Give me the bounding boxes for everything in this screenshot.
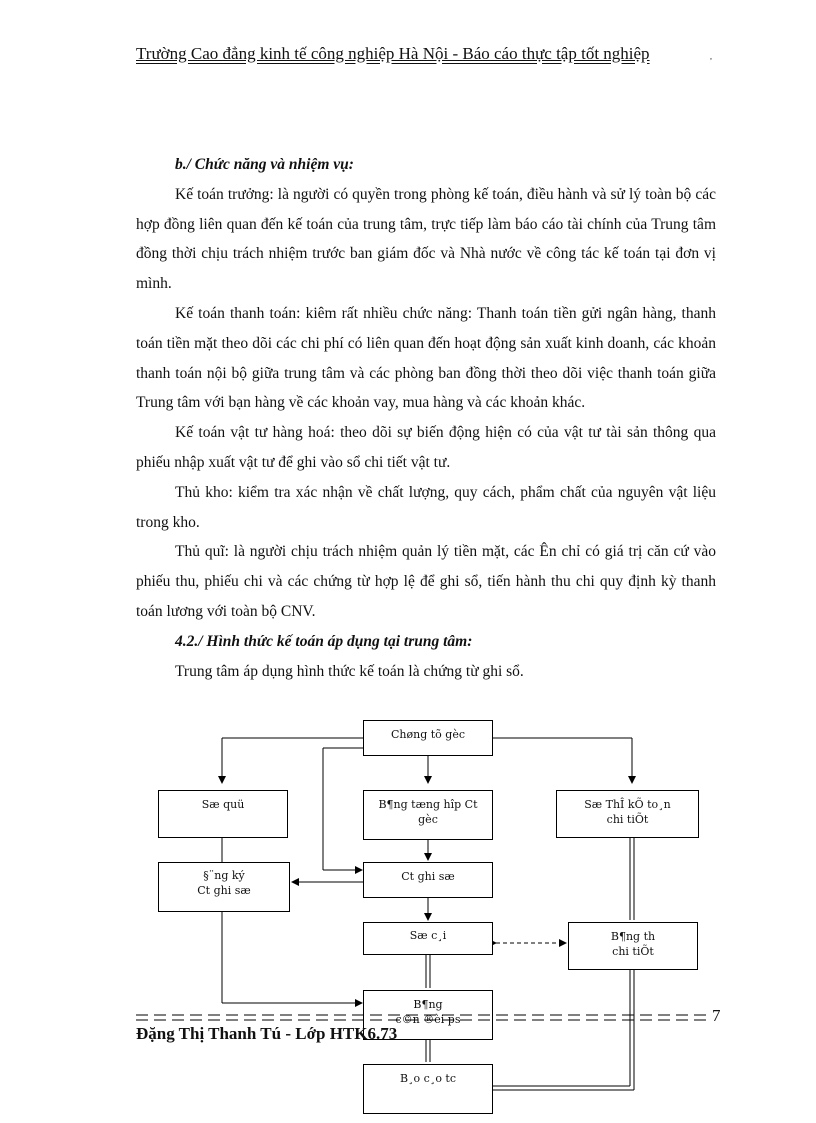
section-42-heading: 4.2./ Hình thức kế toán áp dụng tại trung tâm: — [175, 632, 473, 650]
box-bang-tong-hop-line1: B¶ng tæng hîp Ct — [378, 798, 478, 811]
box-so-the-ke-toan — [556, 790, 699, 838]
box-dang-ky-line1: §¨ng ký — [203, 869, 245, 882]
box-so-the-line1: Sæ ThÎ kÕ to¸n — [584, 798, 671, 811]
paragraph-thu-kho: Thủ kho: kiểm tra xác nhận về chất lượng, quy cách, phẩm chất của nguyên vật liệu trong kho. — [136, 483, 716, 531]
box-so-cai-label: Sæ c¸i — [409, 929, 447, 942]
section-b-heading: b./ Chức năng và nhiệm vụ: — [175, 156, 354, 173]
paragraph-ke-toan-thanh-toan: Kế toán thanh toán: kiêm rất nhiều chức năng: Thanh toán tiền gửi ngân hàng, thanh toán tiền mặt theo dõi các chi phí có liên quan đến hoạt động sản xuất kinh doanh, các khoản thanh toán nội bộ giữa trung tâm và các phòng ban đồng thời theo dõi việc thanh toán giữa Trung tâm với bạn hàng về các khoản vay, mua hàng và các khoản khác. — [136, 304, 716, 412]
box-dang-ky — [158, 862, 290, 912]
box-bang-th-line2: chi tiÕt — [612, 945, 654, 958]
box-so-cai — [363, 922, 493, 955]
box-bang-cdps-line2: c©n ®èi ps — [395, 1013, 461, 1026]
paragraph-thu-quy: Thủ quĩ: là người chịu trách nhiệm quản lý tiền mặt, các Ên chỉ có giá trị căn cứ vào phiếu thu, phiếu chi và các chứng từ hợp lệ để ghi sổ, tiến hành thu chi quy định kỳ thanh toán lương với toàn bộ CNV. — [136, 543, 716, 620]
box-bang-cdps-line1: B¶ng — [413, 998, 443, 1011]
page-number: 7 — [712, 1006, 721, 1025]
box-so-quy — [158, 790, 288, 838]
box-ct-ghi-so-label: Ct ghi sæ — [401, 870, 455, 883]
box-chung-tu-goc — [363, 720, 493, 756]
box-ct-ghi-so — [363, 862, 493, 898]
paragraph-ke-toan-truong: Kế toán trưởng: là người có quyền trong phòng kế toán, điều hành và sử lý toàn bộ các hợp đồng liên quan đến kế toán của trung tâm, trực tiếp làm báo cáo tài chính của Trung tâm đồng thời chịu trách nhiệm trước ban giám đốc và Nhà nước về công tác kế toán tại đơn vị mình. — [136, 185, 716, 293]
page-header-title: Trường Cao đẳng kinh tế công nghiệp Hà Nội - Báo cáo thực tập tốt nghiệp — [136, 44, 650, 63]
paragraph-ke-toan-vat-tu: Kế toán vật tư hàng hoá: theo dõi sự biến động hiện có của vật tư tài sản thông qua phiếu nhập xuất vật tư để ghi vào sổ chi tiết vật tư. — [136, 424, 716, 471]
section-42-text: Trung tâm áp dụng hình thức kế toán là chứng từ ghi sổ. — [175, 662, 524, 680]
box-dang-ky-line2: Ct ghi sæ — [197, 884, 251, 897]
box-bang-tong-hop — [363, 790, 493, 840]
box-bang-th-chi-tiet — [568, 922, 698, 970]
box-bao-cao-label: B¸o c¸o tc — [399, 1072, 457, 1085]
box-chung-tu-goc-label: Chøng tõ gèc — [391, 728, 465, 741]
footer-double-dashed-line — [136, 1014, 706, 1022]
header-mark: , — [710, 52, 712, 61]
box-so-quy-label: Sæ quü — [201, 798, 245, 811]
box-bao-cao — [363, 1064, 493, 1114]
box-bang-th-line1: B¶ng th — [610, 930, 656, 943]
footer-author: Đặng Thị Thanh Tú - Lớp HTK6.73 — [136, 1024, 398, 1043]
box-so-the-line2: chi tiÕt — [606, 813, 649, 826]
box-bang-tong-hop-line2: gèc — [418, 813, 438, 826]
